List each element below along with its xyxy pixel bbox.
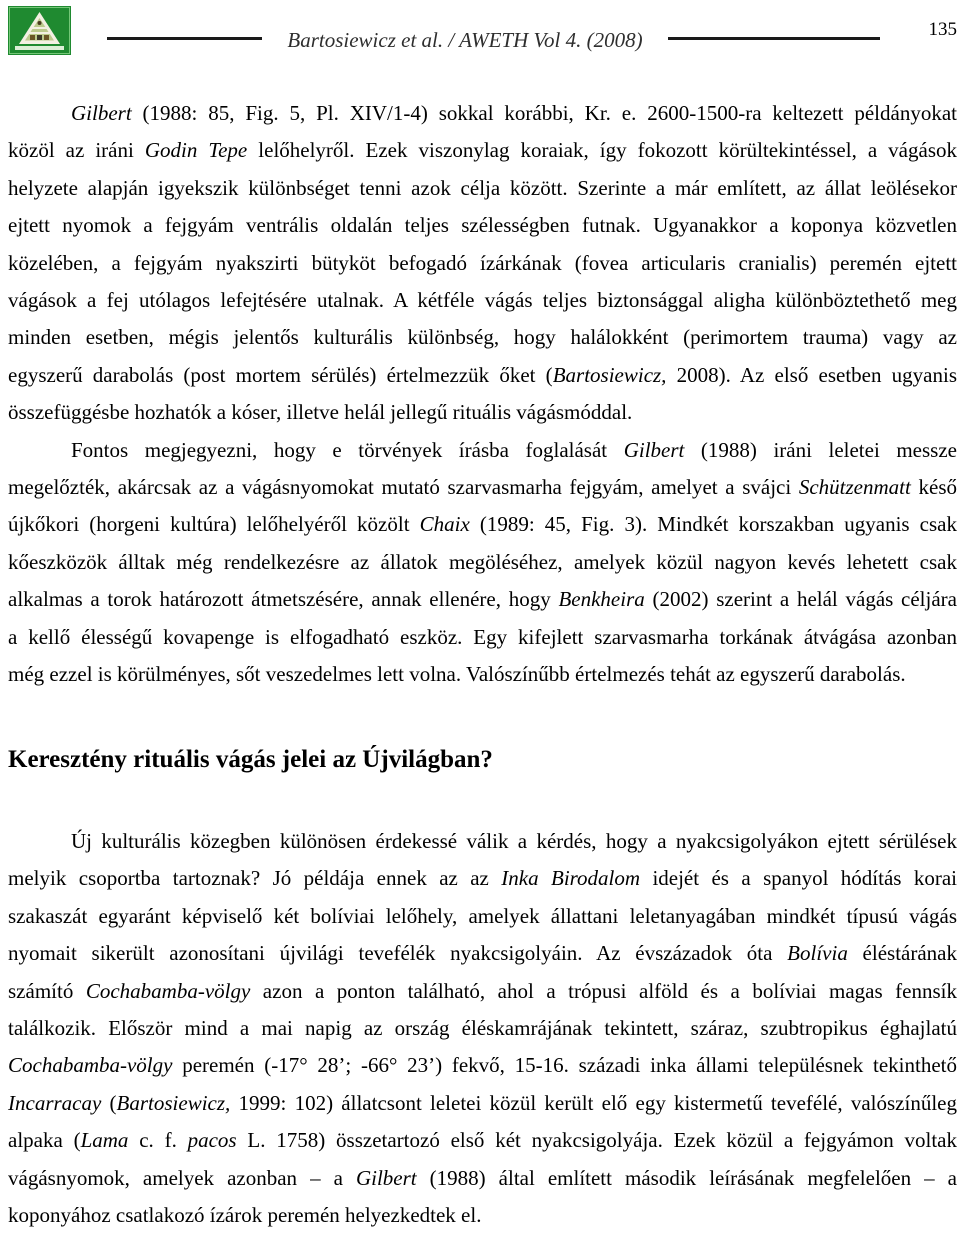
journal-citation: Bartosiewicz et al. / AWETH Vol 4. (2008) xyxy=(287,28,643,52)
text-line xyxy=(8,469,957,506)
journal-logo xyxy=(8,6,71,55)
text-line xyxy=(8,1010,957,1047)
body-paragraph xyxy=(8,432,957,694)
text-line xyxy=(8,544,957,581)
text-run: helyzete alapján igyekszik különbséget tenni azok célja között. Szerinte a már említett, az állat leölésekor xyxy=(8,175,957,200)
italic-term: Incarracay xyxy=(8,1090,102,1115)
italic-term: pacos xyxy=(187,1128,237,1153)
text-run: (1989: 45, Fig. 3). Mindkét korszakban ugyanis csak xyxy=(469,512,957,537)
text-run: (2002) szerint a helál vágás céljára xyxy=(644,587,957,612)
text-run: alkalmas a torok határozott átmetszésére, annak ellenére, hogy xyxy=(8,587,559,612)
text-line xyxy=(8,207,957,244)
text-line xyxy=(8,245,957,282)
text-run: Új kulturális közegben különösen érdekessé válik a kérdés, hogy a nyakcsigolyákon ejtett sérülések xyxy=(71,829,957,853)
text-line xyxy=(8,1047,957,1084)
italic-term: Chaix xyxy=(419,512,470,537)
body-text-after-heading xyxy=(8,823,957,1234)
italic-term: Bartosiewicz, xyxy=(116,1090,231,1115)
text-run: szakaszát egyaránt képviselő két bolíviai lelőhely, amelyek állattani leletanyagában mindkét típusú vágás xyxy=(8,903,957,928)
text-run: megelőzték, akárcsak az a vágásnyomokat mutató szarvasmarha fejgyám, amelyet a svájci xyxy=(8,475,799,500)
text-line xyxy=(8,656,957,693)
italic-term: Gilbert xyxy=(71,101,132,125)
text-line xyxy=(8,1160,957,1197)
text-run: melyik csoportba tartoznak? Jó példája ennek az az xyxy=(8,866,502,891)
text-line xyxy=(8,432,957,469)
text-line xyxy=(8,506,957,543)
text-run: összefüggésbe hozhatók a kóser, illetve helál jellegű rituális vágásmóddal. xyxy=(8,400,633,425)
italic-term: Benkheira xyxy=(558,587,645,612)
text-line xyxy=(8,581,957,618)
text-line xyxy=(8,394,957,431)
section-heading: Keresztény rituális vágás jelei az Újvilágban? xyxy=(8,746,493,773)
text-run: vágásnyomok, amelyek azonban – a xyxy=(8,1165,356,1190)
text-run: számító xyxy=(8,978,86,1003)
italic-term: Bartosiewicz, xyxy=(552,362,667,387)
text-run: találkozik. Először mind a mai napig az ország éléskamrájának tekintett, száraz, szubtropikus éghajlatú xyxy=(8,1016,957,1041)
text-line xyxy=(8,282,957,319)
text-line xyxy=(8,170,957,207)
text-run: ( xyxy=(101,1090,117,1115)
page-number: 135 xyxy=(928,19,957,40)
text-run: (1988) által említett második leírásának megfelelően – a xyxy=(416,1165,957,1190)
italic-term: Schützenmatt xyxy=(798,475,911,500)
text-run: még ezzel is körülményes, sőt veszedelmes lett volna. Valószínűbb értelmezés tehát az egyszerű darabolás. xyxy=(8,662,906,687)
body-paragraph xyxy=(8,95,957,432)
text-line xyxy=(8,319,957,356)
italic-term: Gilbert xyxy=(623,437,685,462)
text-run: késő xyxy=(910,475,957,500)
text-run: 1999: 102) állatcsont leletei közül került elő egy kistermetű tevefélé, valószínűleg xyxy=(230,1090,957,1115)
text-run: c. f. xyxy=(128,1128,188,1153)
text-run: lelőhelyről. Ezek viszonylag koraiak, így fokozott körültekintéssel, a vágások xyxy=(247,138,957,163)
header-rule-right xyxy=(668,37,880,40)
italic-term: Bolívia xyxy=(787,941,848,966)
body-text-before-heading xyxy=(8,95,957,694)
italic-term: Gilbert xyxy=(355,1165,417,1190)
italic-term: Godin Tepe xyxy=(144,138,248,163)
italic-term: Cochabamba-völgy xyxy=(8,1053,173,1078)
text-run: alpaka ( xyxy=(8,1128,81,1153)
text-run: a kellő élességű kovapenge is elfogadható eszköz. Egy kifejlett szarvasmarha torkának átvágása azonban xyxy=(8,624,957,649)
text-run: közöl az iráni xyxy=(8,138,145,163)
text-run: éléstárának xyxy=(847,941,957,966)
text-run: 2008). Az első esetben ugyanis xyxy=(666,362,957,387)
journal-logo-icon xyxy=(8,6,71,55)
text-line xyxy=(8,132,957,169)
text-line xyxy=(8,1122,957,1159)
text-line xyxy=(8,95,957,132)
text-run: ejtett nyomok a fejgyám ventrális oldalán teljes szélességben futnak. Ugyanakkor a koponya közvetlen xyxy=(8,213,957,238)
text-run: egyszerű darabolás (post mortem sérülés) értelmezzük őket ( xyxy=(8,362,553,387)
italic-term: Lama xyxy=(80,1128,129,1153)
text-run: peremén (-17° 28’; -66° 23’) fekvő, 15-16. századi inka állami településnek tekinthető xyxy=(172,1053,957,1078)
italic-term: Cochabamba-völgy xyxy=(85,978,251,1003)
text-run: koponyához csatlakozó ízárok peremén helyezkedtek el. xyxy=(8,1203,482,1228)
text-line xyxy=(8,823,957,860)
text-run: újkőkori (horgeni kultúra) lelőhelyéről közölt xyxy=(8,512,420,537)
text-line xyxy=(8,1085,957,1122)
body-paragraph xyxy=(8,823,957,1234)
text-run: közelében, a fejgyám nyakszirti bütyköt befogadó ízárkának (fovea articularis cranialis) peremén ejtett xyxy=(8,250,957,275)
text-line xyxy=(8,898,957,935)
text-run: vágások a fej utólagos lefejtésére utalnak. A kétféle vágás teljes biztonsággal aligha különböztethető meg xyxy=(8,288,957,313)
text-run: idejét és a spanyol hódítás korai xyxy=(640,866,957,891)
text-line xyxy=(8,935,957,972)
text-line xyxy=(8,973,957,1010)
text-run: azon a ponton található, ahol a trópusi alföld és a bolíviai magas fennsík xyxy=(250,978,957,1003)
text-run: (1988: 85, Fig. 5, Pl. XIV/1-4) sokkal korábbi, Kr. e. 2600-1500-ra keltezett példányokat xyxy=(131,101,957,125)
text-run: kőeszközök álltak még rendelkezésre az állatok megöléséhez, amelyek közül nagyon kevés lehetett csak xyxy=(8,549,957,574)
text-run: (1988) iráni leletei messze xyxy=(684,437,957,462)
text-run: Fontos megjegyezni, hogy e törvények írásba foglalását xyxy=(71,437,624,462)
text-line xyxy=(8,1197,957,1234)
text-line xyxy=(8,357,957,394)
text-run: nyomait sikerült azonosítani újvilági tevefélék nyakcsigolyáin. Az évszázadok óta xyxy=(8,941,788,966)
text-line xyxy=(8,860,957,897)
text-run: L. 1758) összetartozó első két nyakcsigolyája. Ezek közül a fejgyámon voltak xyxy=(236,1128,957,1153)
text-run: minden esetben, mégis jelentős kulturális különbség, hogy halálokként (perimortem trauma) vagy az xyxy=(8,325,957,350)
italic-term: Inka Birodalom xyxy=(501,866,641,891)
text-line xyxy=(8,619,957,656)
